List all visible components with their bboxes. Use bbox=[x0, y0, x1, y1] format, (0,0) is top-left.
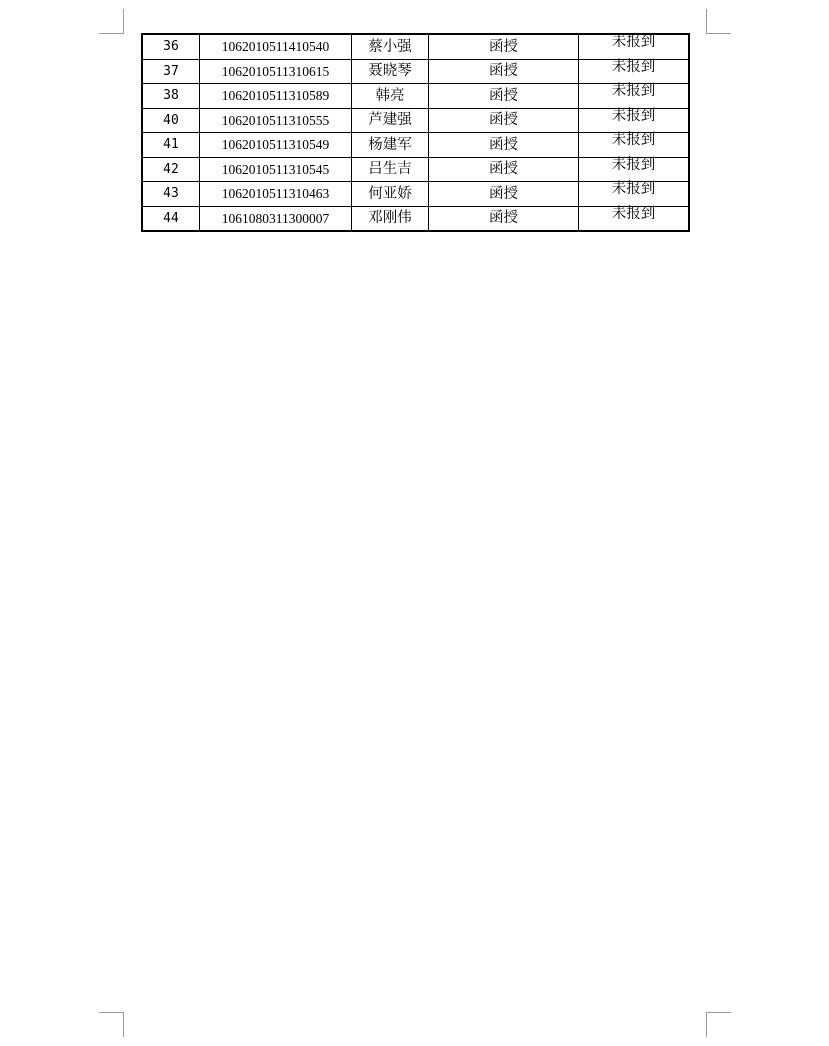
table-row bbox=[142, 108, 689, 133]
page-corner-mark-bottom-right bbox=[706, 1012, 731, 1037]
row-index-cell: 43 bbox=[142, 182, 200, 207]
status-cell: 未报到 bbox=[579, 157, 690, 182]
student-name-cell: 杨建军 bbox=[352, 133, 429, 158]
student-id-cell: 1062010511310545 bbox=[200, 157, 352, 182]
student-id-cell: 1062010511310549 bbox=[200, 133, 352, 158]
table-row bbox=[142, 133, 689, 158]
study-mode-cell: 函授 bbox=[429, 84, 579, 109]
row-index-cell: 37 bbox=[142, 59, 200, 84]
status-cell: 未报到 bbox=[579, 108, 690, 133]
study-mode-cell: 函授 bbox=[429, 59, 579, 84]
status-cell: 未报到 bbox=[579, 34, 690, 59]
student-name-cell: 聂晓琴 bbox=[352, 59, 429, 84]
table-row bbox=[142, 84, 689, 109]
student-name-cell: 芦建强 bbox=[352, 108, 429, 133]
student-name-cell: 蔡小强 bbox=[352, 34, 429, 59]
student-name-cell: 韩亮 bbox=[352, 84, 429, 109]
row-index-cell: 44 bbox=[142, 206, 200, 231]
table-row bbox=[142, 59, 689, 84]
page-corner-mark-bottom-left bbox=[99, 1012, 124, 1037]
row-index-cell: 40 bbox=[142, 108, 200, 133]
status-cell: 未报到 bbox=[579, 206, 690, 231]
row-index-cell: 41 bbox=[142, 133, 200, 158]
status-cell: 未报到 bbox=[579, 182, 690, 207]
page-corner-mark-top-left bbox=[99, 9, 124, 34]
study-mode-cell: 函授 bbox=[429, 108, 579, 133]
student-id-cell: 1061080311300007 bbox=[200, 206, 352, 231]
student-id-cell: 1062010511410540 bbox=[200, 34, 352, 59]
status-cell: 未报到 bbox=[579, 133, 690, 158]
page-corner-mark-top-right bbox=[706, 9, 731, 34]
table-row bbox=[142, 34, 689, 59]
student-id-cell: 1062010511310463 bbox=[200, 182, 352, 207]
study-mode-cell: 函授 bbox=[429, 133, 579, 158]
study-mode-cell: 函授 bbox=[429, 34, 579, 59]
study-mode-cell: 函授 bbox=[429, 182, 579, 207]
student-name-cell: 何亚娇 bbox=[352, 182, 429, 207]
student-id-cell: 1062010511310555 bbox=[200, 108, 352, 133]
student-name-cell: 吕生吉 bbox=[352, 157, 429, 182]
table-row bbox=[142, 182, 689, 207]
row-index-cell: 42 bbox=[142, 157, 200, 182]
student-id-cell: 1062010511310589 bbox=[200, 84, 352, 109]
status-cell: 未报到 bbox=[579, 84, 690, 109]
student-id-cell: 1062010511310615 bbox=[200, 59, 352, 84]
row-index-cell: 38 bbox=[142, 84, 200, 109]
table-row bbox=[142, 157, 689, 182]
table-row bbox=[142, 206, 689, 231]
status-cell: 未报到 bbox=[579, 59, 690, 84]
student-name-cell: 邓刚伟 bbox=[352, 206, 429, 231]
row-index-cell: 36 bbox=[142, 34, 200, 59]
study-mode-cell: 函授 bbox=[429, 157, 579, 182]
study-mode-cell: 函授 bbox=[429, 206, 579, 231]
student-roster-table bbox=[141, 33, 690, 232]
